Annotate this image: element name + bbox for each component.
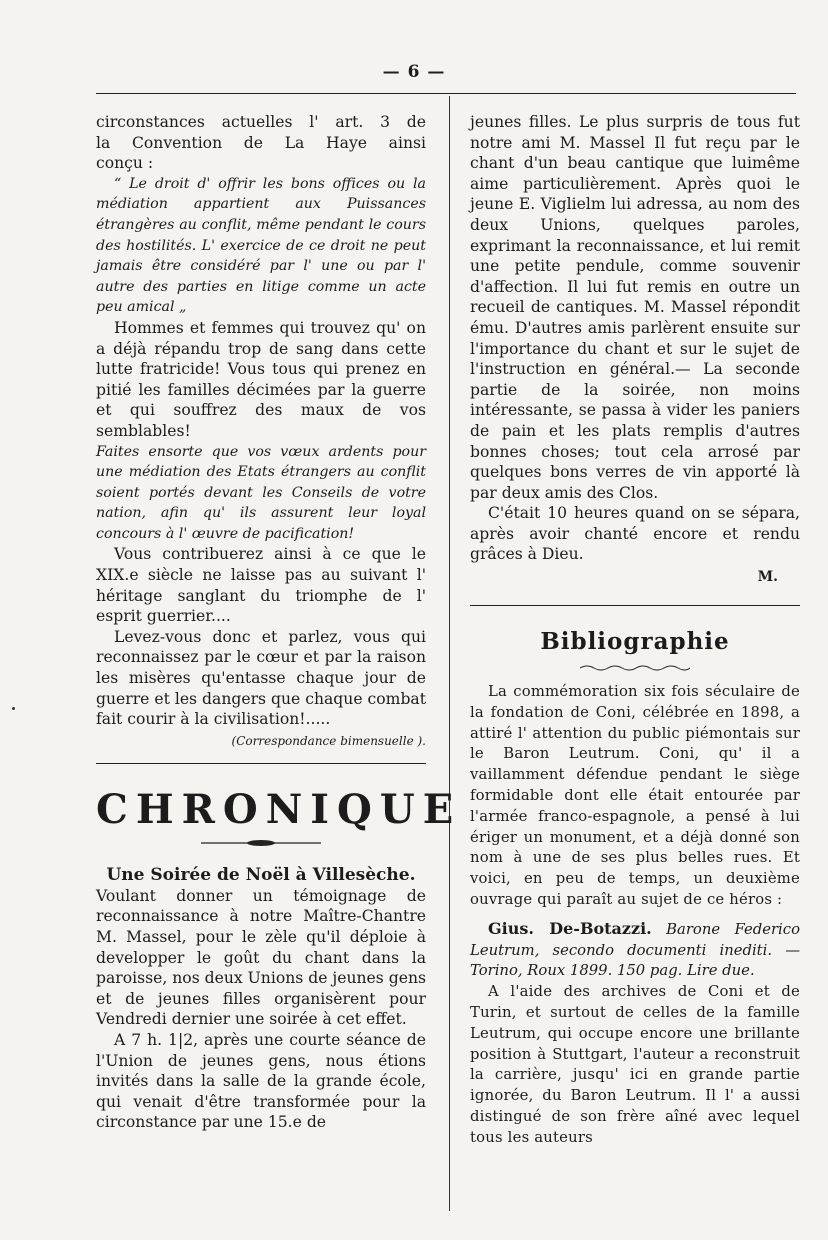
ornament-divider <box>201 838 321 848</box>
chronique-title: CHRONIQUE <box>96 785 462 833</box>
page-number: — 6 — <box>382 62 446 82</box>
wave-ornament <box>580 664 690 672</box>
header-rule <box>96 93 796 94</box>
paragraph-italic-call: Faites ensorte que vos vœux ardents pour une médiation des Etats étrangers au conflit soient portés devant les Conseils de votre nation, afin qu' ils assurent leur loyal concours à l' œuvre de pacification! <box>96 443 426 542</box>
bibliographie-title: Bibliographie <box>540 628 730 656</box>
soiree-heading: Une Soirée de Noël à Villesèche. <box>106 864 416 885</box>
book-details: Barone Federico Leutrum, secondo documenti inediti. — Torino, Roux 1899. 150 pag. Lire due. <box>470 920 800 980</box>
soiree-ending: C'était 10 heures quand on se sépara, après avoir chanté encore et rendu grâces à Dieu. <box>470 504 800 564</box>
section-rule-right <box>470 605 800 606</box>
intro-line-3: conçu : <box>96 154 154 173</box>
right-column <box>470 112 800 1149</box>
margin-speck <box>12 707 15 710</box>
book-author: Gius. De-Botazzi. <box>488 918 652 938</box>
paragraph-vous: Vous contribuerez ainsi à ce que le XIX.e siècle ne laisse pas au suivant l' héritage sanglant du triomphe de l' esprit guerrier.... <box>96 545 426 626</box>
column-divider <box>449 96 450 1211</box>
book-citation <box>470 919 800 982</box>
soiree-paragraph-2: A 7 h. 1|2, après une courte séance de l'Union de jeunes gens, nous étions invités dans la salle de la grande école, qui venait d'être transformée pour la circonstance par une 15.e de <box>96 1030 426 1132</box>
paragraph-hommes: Hommes et femmes qui trouvez qu' on a déjà répandu trop de sang dans cette lutte fratricide! Vous tous qui prenez en pitié les familles décimées par la guerre et qui souffrez des maux de vos semblables! <box>96 318 426 440</box>
bibliographie-paragraph-1: La commémoration six fois séculaire de la fondation de Coni, célébrée en 1898, a attiré l' attention du public piémontais sur le Baron Leutrum. Coni, qu' il a vaillamment défendue pendant le siège formidable dont elle était entourée par l'armée franco-espagnole, a pensé à lui ériger un monument, et a déjà donné son nom à une de ses plus belles rues. Et voici, en peu de temps, un deuxième ouvrage qui paraît au sujet de ce héros : <box>470 683 800 909</box>
signature: M. <box>757 569 778 586</box>
soiree-paragraph-1: Voulant donner un témoignage de reconnaissance à notre Maître-Chantre M. Massel, pour le zèle qu'il déploie à developper le goût du chant dans la paroisse, nos deux Unions de jeunes gens et de jeunes filles organisèrent pour Vendredi dernier une soirée à cet effet. <box>96 886 426 1029</box>
convention-quote: “ Le droit d' offrir les bons offices ou la médiation appartient aux Puissances étrangères au conflit, même pendant le cours des hostilités. L' exercice de ce droit ne peut jamais être considéré par l' une ou par l' autre des parties en litige comme un acte peu amical „ <box>96 175 426 316</box>
intro-line-2: la Convention de La Haye ainsi <box>96 133 426 152</box>
section-rule <box>96 763 426 764</box>
left-column <box>96 112 462 1133</box>
bibliographie-paragraph-2: A l'aide des archives de Coni et de Turin, et surtout de celles de la famille Leutrum, qui occupe encore une brillante position à Stuttgart, l'auteur a reconstruit la carrière, jusqu' ici en grande partie ignorée, du Baron Leutrum. Il l' a aussi distingué de son frère aîné avec lequel tous les auteurs <box>470 983 800 1146</box>
soiree-continuation: jeunes filles. Le plus surpris de tous fut notre ami M. Massel Il fut reçu par le chant d'un beau cantique que luimême aime particulièrement. Après quoi le jeune E. Viglielm lui adressa, au nom des deux Unions, quelques paroles, exprimant la reconnaissance, et lui remit une petite pendule, comme souvenir d'affection. Il lui fut remis en outre un recueil de cantiques. M. Massel répondit ému. D'autres amis parlèrent ensuite sur l'importance du chant et sur le sujet de l'instruction en général.— La seconde partie de la soirée, non moins intéressante, se passa à vider les paniers de pain et les plats remplis d'autres bonnes choses; tout cela arrosé par quelques bons verres de vin apporté là par deux amis des Clos. <box>470 113 800 502</box>
source-note: (Correspondance bimensuelle ). <box>231 733 426 748</box>
paragraph-levez: Levez-vous donc et parlez, vous qui reconnaissez par le cœur et par la raison les misères qu'entasse chaque jour de guerre et les dangers que chaque combat fait courir à la civilisation!..... <box>96 627 426 729</box>
intro-line-1: circonstances actuelles l' art. 3 de <box>96 113 426 131</box>
